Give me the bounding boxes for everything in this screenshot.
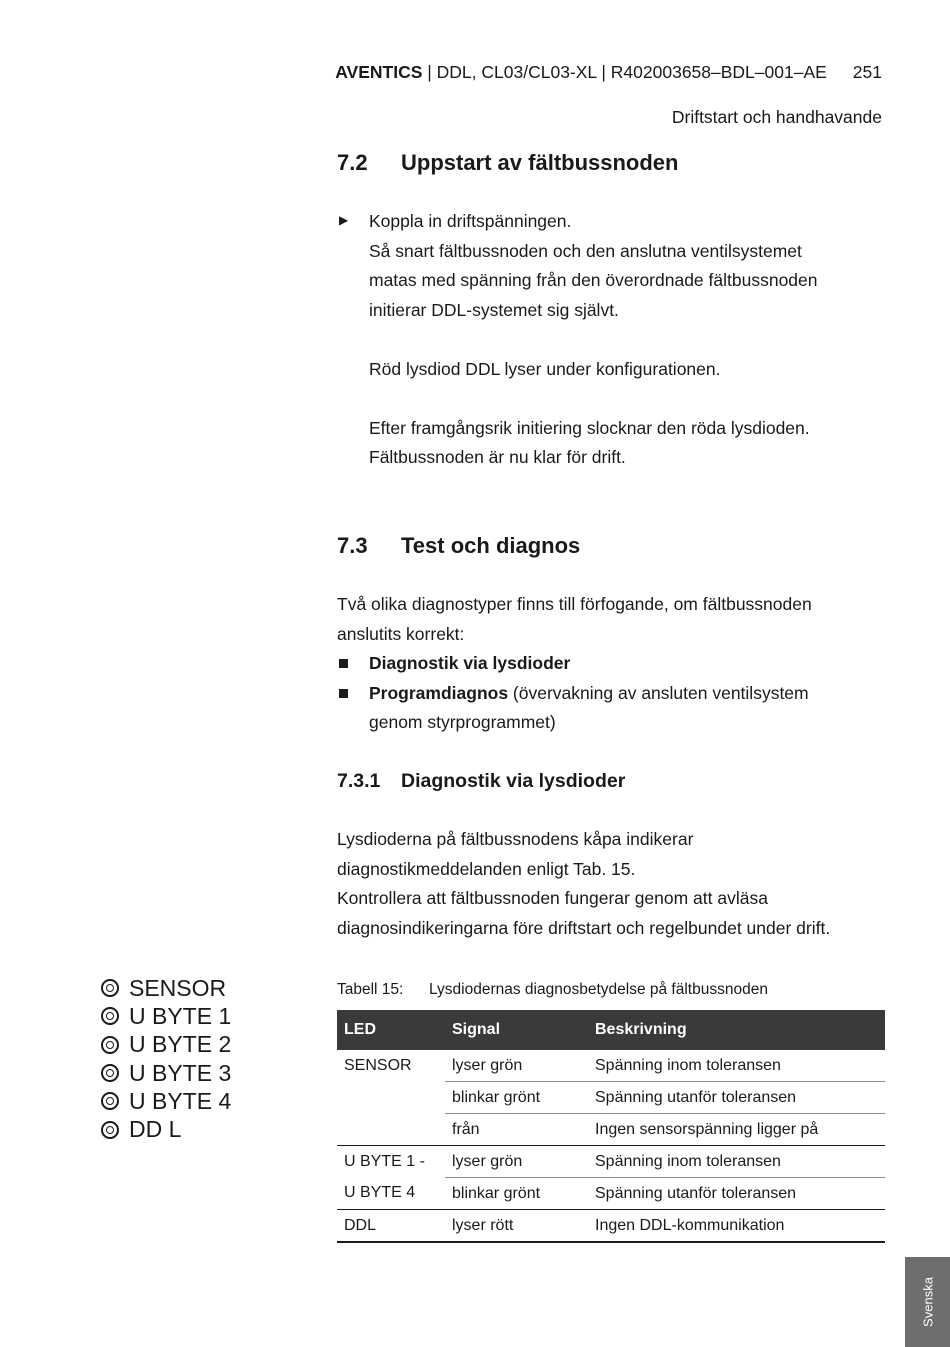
intro-line: anslutits korrekt:: [337, 623, 465, 644]
table-row: [337, 1146, 885, 1178]
table-header-row: [337, 1010, 885, 1050]
led-label: U BYTE 1: [129, 1002, 232, 1029]
description-cell: Ingen DDL-kommunikation: [588, 1210, 885, 1243]
brand-name: AVENTICS: [335, 62, 423, 82]
led-indicator: [101, 1087, 231, 1115]
led-indicator: [101, 1031, 231, 1059]
led-icon: [101, 979, 119, 997]
success-line: Efter framgångsrik initiering slocknar den röda lysdioden.: [369, 417, 810, 438]
led-cell: [337, 1082, 445, 1114]
led-cell: U BYTE 1 -: [337, 1146, 445, 1178]
heading-number: 7.3: [337, 533, 368, 558]
led-label: U BYTE 4: [129, 1087, 232, 1114]
heading-7-3: [337, 533, 580, 559]
bullet-square-icon: [339, 689, 348, 698]
description-cell: Spänning utanför toleransen: [588, 1082, 885, 1114]
step-block: [369, 207, 889, 473]
led-panel: [101, 974, 231, 1144]
column-header: Signal: [445, 1010, 588, 1050]
led-label: U BYTE 3: [129, 1059, 232, 1086]
bullet-item: [337, 679, 897, 709]
led-icon: [101, 1121, 119, 1139]
result-line: initierar DDL-systemet sig självt.: [369, 299, 619, 320]
success-line: Fältbussnoden är nu klar för drift.: [369, 447, 626, 467]
signal-cell: lyser rött: [445, 1210, 588, 1243]
led-label: U BYTE 2: [129, 1031, 232, 1058]
led-cell: [337, 1114, 445, 1146]
led-label: SENSOR: [129, 974, 227, 1001]
signal-cell: blinkar grönt: [445, 1178, 588, 1210]
chapter-title: Driftstart och handhavande: [671, 107, 882, 127]
description-cell: Spänning utanför toleransen: [588, 1178, 885, 1210]
bullet-bold-text: Programdiagnos: [369, 682, 509, 703]
document-info: | DDL, CL03/CL03-XL | R402003658–BDL–001–AE: [422, 62, 827, 82]
heading-number: 7.2: [337, 150, 368, 175]
bullet-square-icon: [339, 659, 348, 668]
description-cell: Spänning inom toleransen: [595, 1056, 781, 1074]
led-icon: [101, 1092, 119, 1110]
language-tab[interactable]: [905, 1257, 950, 1347]
led-indicator: [101, 1059, 231, 1087]
table-row: [337, 1210, 885, 1243]
caption-text: Lysdiodernas diagnosbetydelse på fältbussnoden: [429, 981, 768, 998]
body-line: Kontrollera att fältbussnoden fungerar genom att avläsa: [337, 888, 768, 908]
heading-text: Uppstart av fältbussnoden: [401, 150, 679, 175]
step-arrow-icon: ▶: [339, 213, 349, 227]
language-tab-label: Svenska: [920, 1277, 935, 1327]
result-line: matas med spänning från den överordnade fältbussnoden: [369, 270, 818, 290]
led-icon: [101, 1064, 119, 1082]
led-icon: [101, 1007, 119, 1025]
signal-cell: lyser grön: [452, 1056, 523, 1074]
led-cell: SENSOR: [344, 1056, 412, 1074]
bullet-text: Diagnostik via lysdioder: [369, 653, 571, 673]
table-row: [337, 1178, 885, 1210]
table-row: [337, 1050, 885, 1082]
signal-cell: blinkar grönt: [445, 1082, 588, 1114]
led-label: DD L: [129, 1116, 182, 1143]
led-cell: U BYTE 4: [344, 1184, 416, 1202]
heading-text: Diagnostik via lysdioder: [401, 770, 626, 792]
body-line: diagnostikmeddelanden enligt Tab. 15.: [337, 858, 636, 879]
bullet-item: [337, 649, 897, 679]
led-diagnosis-table: [337, 1010, 885, 1243]
running-header: [335, 62, 882, 83]
signal-cell: lyser grön: [445, 1146, 588, 1178]
step-text: Koppla in driftspänningen.: [369, 211, 572, 231]
intro-line: Två olika diagnostyper finns till förfogande, om fältbussnoden: [337, 594, 812, 614]
caption-label: Tabell 15:: [337, 981, 404, 998]
column-header: LED: [337, 1010, 445, 1050]
signal-cell: från: [445, 1114, 588, 1146]
column-header: Beskrivning: [588, 1010, 885, 1050]
led-diagnostics-text: [337, 825, 897, 943]
bullet-continuation: genom styrprogrammet): [369, 712, 556, 732]
bullet-text: (övervakning av ansluten ventilsystem: [508, 682, 809, 703]
led-indicator: [101, 974, 231, 1002]
diagnosis-intro: [337, 590, 897, 738]
body-line: Lysdioderna på fältbussnodens kåpa indikerar: [337, 829, 694, 849]
heading-text: Test och diagnos: [401, 533, 581, 558]
description-cell: Ingen sensorspänning ligger på: [588, 1114, 885, 1146]
table-row: [337, 1114, 885, 1146]
led-indicator: [101, 1115, 231, 1143]
heading-number: 7.3.1: [337, 770, 381, 792]
red-led-note: Röd lysdiod DDL lyser under konfigurationen.: [369, 358, 721, 379]
result-line: Så snart fältbussnoden och den anslutna ventilsystemet: [369, 240, 802, 261]
heading-7-2: [337, 150, 678, 176]
led-cell: DDL: [337, 1210, 445, 1243]
heading-7-3-1: [337, 770, 625, 793]
led-icon: [101, 1036, 119, 1054]
table-row: [337, 1082, 885, 1114]
body-line: diagnosindikeringarna före driftstart och regelbundet under drift.: [337, 917, 831, 938]
led-indicator: [101, 1002, 231, 1030]
table-caption: [337, 981, 768, 999]
page-number: 251: [852, 62, 882, 82]
description-cell: Spänning inom toleransen: [588, 1146, 885, 1178]
